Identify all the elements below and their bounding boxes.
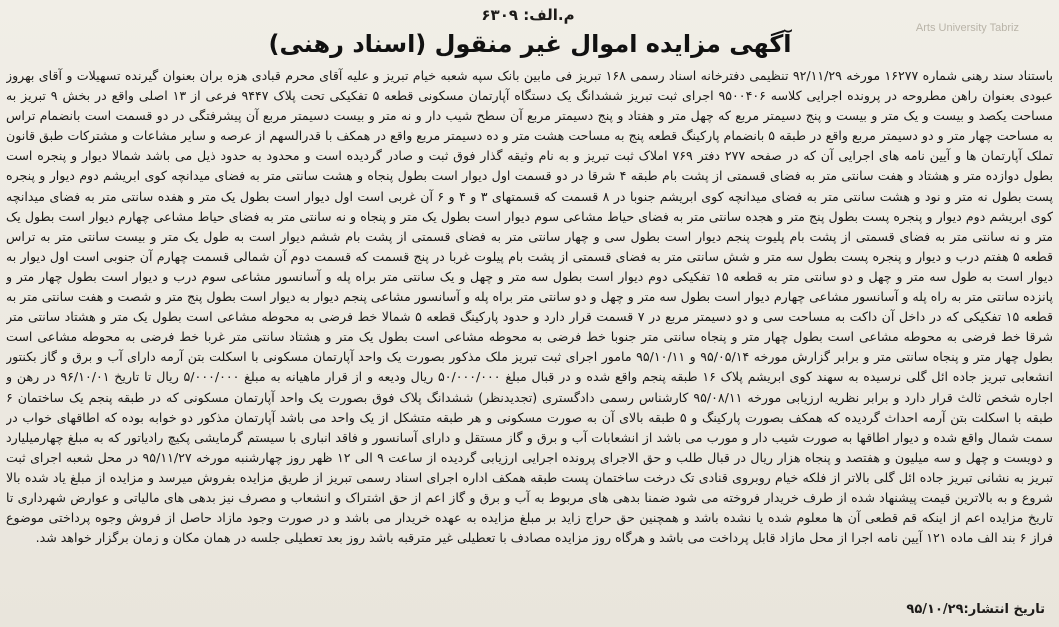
ad-paragraph: باستناد سند رهنی شماره ۱۶۲۷۷ مورخه ۹۲/۱۱/۲۹ تنظیمی دفترخانه اسناد رسمی ۱۶۸ تبریز فی مابین بانک سپه شعبه خیام تبریز و علیه آقای محرم قبادی هزه بران بعنوان گیرنده تسهیلات و آقای بهروز عبودی بعنوان راهن مطروحه در پرونده اجرایی کلاسه ۹۵۰۰۴۰۶ اجرای ثبت تبریز ششدانگ یک دستگاه آپارتمان مسکونی قطعه ۵ تفکیکی تحت پلاک ۹۴۴۷ فرعی از ۱۳ اصلی واقع در بخش ۹ تبریز به مساحت یکصد و بیست و یک متر و بیست و پنج دسیمتر مربع که چهل متر و هفتاد و پنج دسیمتر مربع آن سطح شیب دار و نه متر و بیست دسیمتر مربع آن پیشرفتگی در دو قسمت است بانضمام تراس به مساحت چهار متر و دو دسیمتر مربع واقع در طبقه ۵ بانضمام پارکینگ قطعه پنج به مساحت هشت متر و ده دسیمتر مربع واقع در همکف با قدرالسهم از عرصه و سایر مشاعات و مشترکات طبق قانون تملک آپارتمان ها و آیین نامه های اجرایی آن که در صفحه ۲۷۷ دفتر ۷۶۹ املاک ثبت تبریز و به نام وثیقه گذار فوق ثبت و صادر گردیده است و محدود به حدود ذیل می باشد شمالا دیوار و پنجره است بطول دوازده متر و هشتاد و هفت سانتی متر به فضای قسمتی از پشت بام طبقه ۴ شرقا در دو قسمت اول دیوار است بطول پنجاه و هشت سانتی متر به فضای میدانچه کوی ابریشم دوم دیوار و پنجره پست بطول نه متر و نود و هشت سانتی متر به فضای میدانچه کوی ابریشم جنوبا در ۸ قسمت که قسمتهای ۳ و ۴ و ۶ آن غربی است اول دیوار است بطول یک متر و هفده سانتی متر به فضای میدانچه کوی ابریشم دوم دیوار و پنجره پست بطول پنج متر و هجده سانتی متر به فضای حیاط مشاعی سوم دیوار است بطول یک متر و پنجاه و نه سانتی متر به فضای حیاط مشاعی چهارم دیوار است بطول یک متر و نه سانتی متر به فضای قسمتی از پشت بام پلیوت پنجم دیوار است بطول سی و چهار سانتی متر به فضای قسمتی از پشت بام ششم دیوار است به طول یک متر و بیست سانتی متر به تراس قطعه ۵ هفتم درب و دیوار و پنجره پست بطول سه متر و شش سانتی متر به فضای قسمتی از پشت بام پیلوت غربا در پنج قسمت که قسمت دوم آن شمالی قسمت چهارم آن جنوبی است اول دیوار به دیوار است به طول سه متر و چهل و دو سانتی متر به قطعه ۱۵ تفکیکی دوم دیوار است بطول سه متر و چهل و یک سانتی متر براه پله و آسانسور مشاعی سوم درب و دیوار است بطول چهار متر و پانزده سانتی متر به راه پله و آسانسور مشاعی چهارم دیوار است بطول سه متر و چهل و دو سانتی متر براه پله و آسانسور مشاعی پنجم دیوار به دیوار است بطول پنج متر و شصت و هفت سانتی متر به قطعه ۱۵ تفکیکی که در داخل آن داکت به مساحت سی و دو دسیمتر مربع در ۷ قسمت قرار دارد و حدود پارکینگ قطعه ۵ شمالا خط فرضی به محوطه مشاعی است بطول یک متر و هشتاد سانتی متر شرقا خط فرضی به محوطه مشاعی است بطول چهار متر و پنجاه سانتی متر جنوبا خط فرضی به محوطه مشاعی است بطول یک متر و هشتاد سانتی متر غربا خط فرضی به محوطه مشاعی است بطول چهار متر و پنجاه سانتی متر و برابر گزارش مورخه ۹۵/۰۵/۱۴ و ۹۵/۱۰/۱۱ مامور اجرای ثبت تبریز ملک مذکور بصورت یک واحد آپارتمان مسکونی با اسکلت بتن آرمه دارای آب و برق و گاز بکنتور انشعابی تبریز جاده ائل گلی نرسیده به سهند کوی ابریشم پلاک ۱۶ طبقه پنجم واقع شده و در قبال مبلغ ۵۰/۰۰۰/۰۰۰ ریال ودیعه و از قرار ماهیانه به مبلغ ۵/۰۰۰/۰۰۰ ریال تا تاریخ ۹۶/۱۰/۰۱ در رهن و اجاره شخص ثالث قرار دارد و برابر نظریه ارزیابی مورخه ۹۵/۰۸/۱۱ کارشناس رسمی دادگستری (تجدیدنظر) ششدانگ پلاک فوق بصورت یک واحد آپارتمان مسکونی که در طبقه پنجم یک ساختمان ۶ طبقه با اسکلت بتن آرمه احداث گردیده که همکف بصورت پارکینگ و ۵ طبقه بالای آن به صورت مسکونی و هر طبقه متشکل از یک واحد می باشد آپارتمان مذکور دو خوابه بوده که اطاقهای خواب در سمت شمال واقع شده و دیوار اطاقها به صورت شیب دار و مورب می باشد از انشعابات آب و برق و گاز مستقل و دارای آسانسور و فاقد انباری با سیستم گرمایشی پکیچ رادیاتور که به مبلغ چهارمیلیارد و دویست و چهل و سه میلیون و هفتصد و پنجاه هزار ریال در قبال طلب و حق الاجرای پرونده اجرایی ارزیابی گردیده از ساعت ۹ الی ۱۲ ظهر روز چهارشنبه مورخه ۹۵/۱۱/۲۷ در محل شعبه اجرای ثبت تبریز به نشانی تبریز جاده ائل گلی بالاتر از فلکه خیام روبروی قنادی تک درخت ساختمان پست طبقه همکف اداره اجرای اسناد رسمی تبریز از طریق مزایده بفروش میرسد و مزایده از مبلغ یاد شده بالا شروع و به بالاترین قیمت پیشنهاد شده از طرف خریدار فروخته می شود ضمنا بدهی های مربوط به آب و برق و گاز اعم از حق اشتراک و انشعاب و مصرف نیز بدهی های مالیاتی و عوارض شهرداری تا تاریخ مزایده اعم از اینکه قم قطعی آن ها معلوم شده یا نشده باشد و همچنین حق حراج زاید بر مبلغ مزایده به عهده خریدار می باشد و در صورت وجود مازاد حاصل از فروش وجوه پرداختی موضوع فراز ۶ بند الف ماده ۱۲۱ آیین نامه اجرا از محل مازاد قابل پرداخت می باشد و هرگاه روز مزایده مصادف با تعطیلی غیر مترقبه باشد روز بعد تعطیلی جلسه در همان مکان و زمان برگزار خواهد شد. — [6, 68, 1053, 546]
ad-title: آگهی مزایده اموال غیر منقول (اسناد رهنی) — [268, 30, 792, 58]
ad-body — [6, 66, 1053, 590]
watermark-text: Arts University Tabriz — [915, 22, 1019, 34]
publish-date: تاریخ انتشار:۹۵/۱۰/۲۹ — [906, 602, 1045, 617]
ad-id: م.الف: ۶۳۰۹ — [481, 6, 575, 24]
